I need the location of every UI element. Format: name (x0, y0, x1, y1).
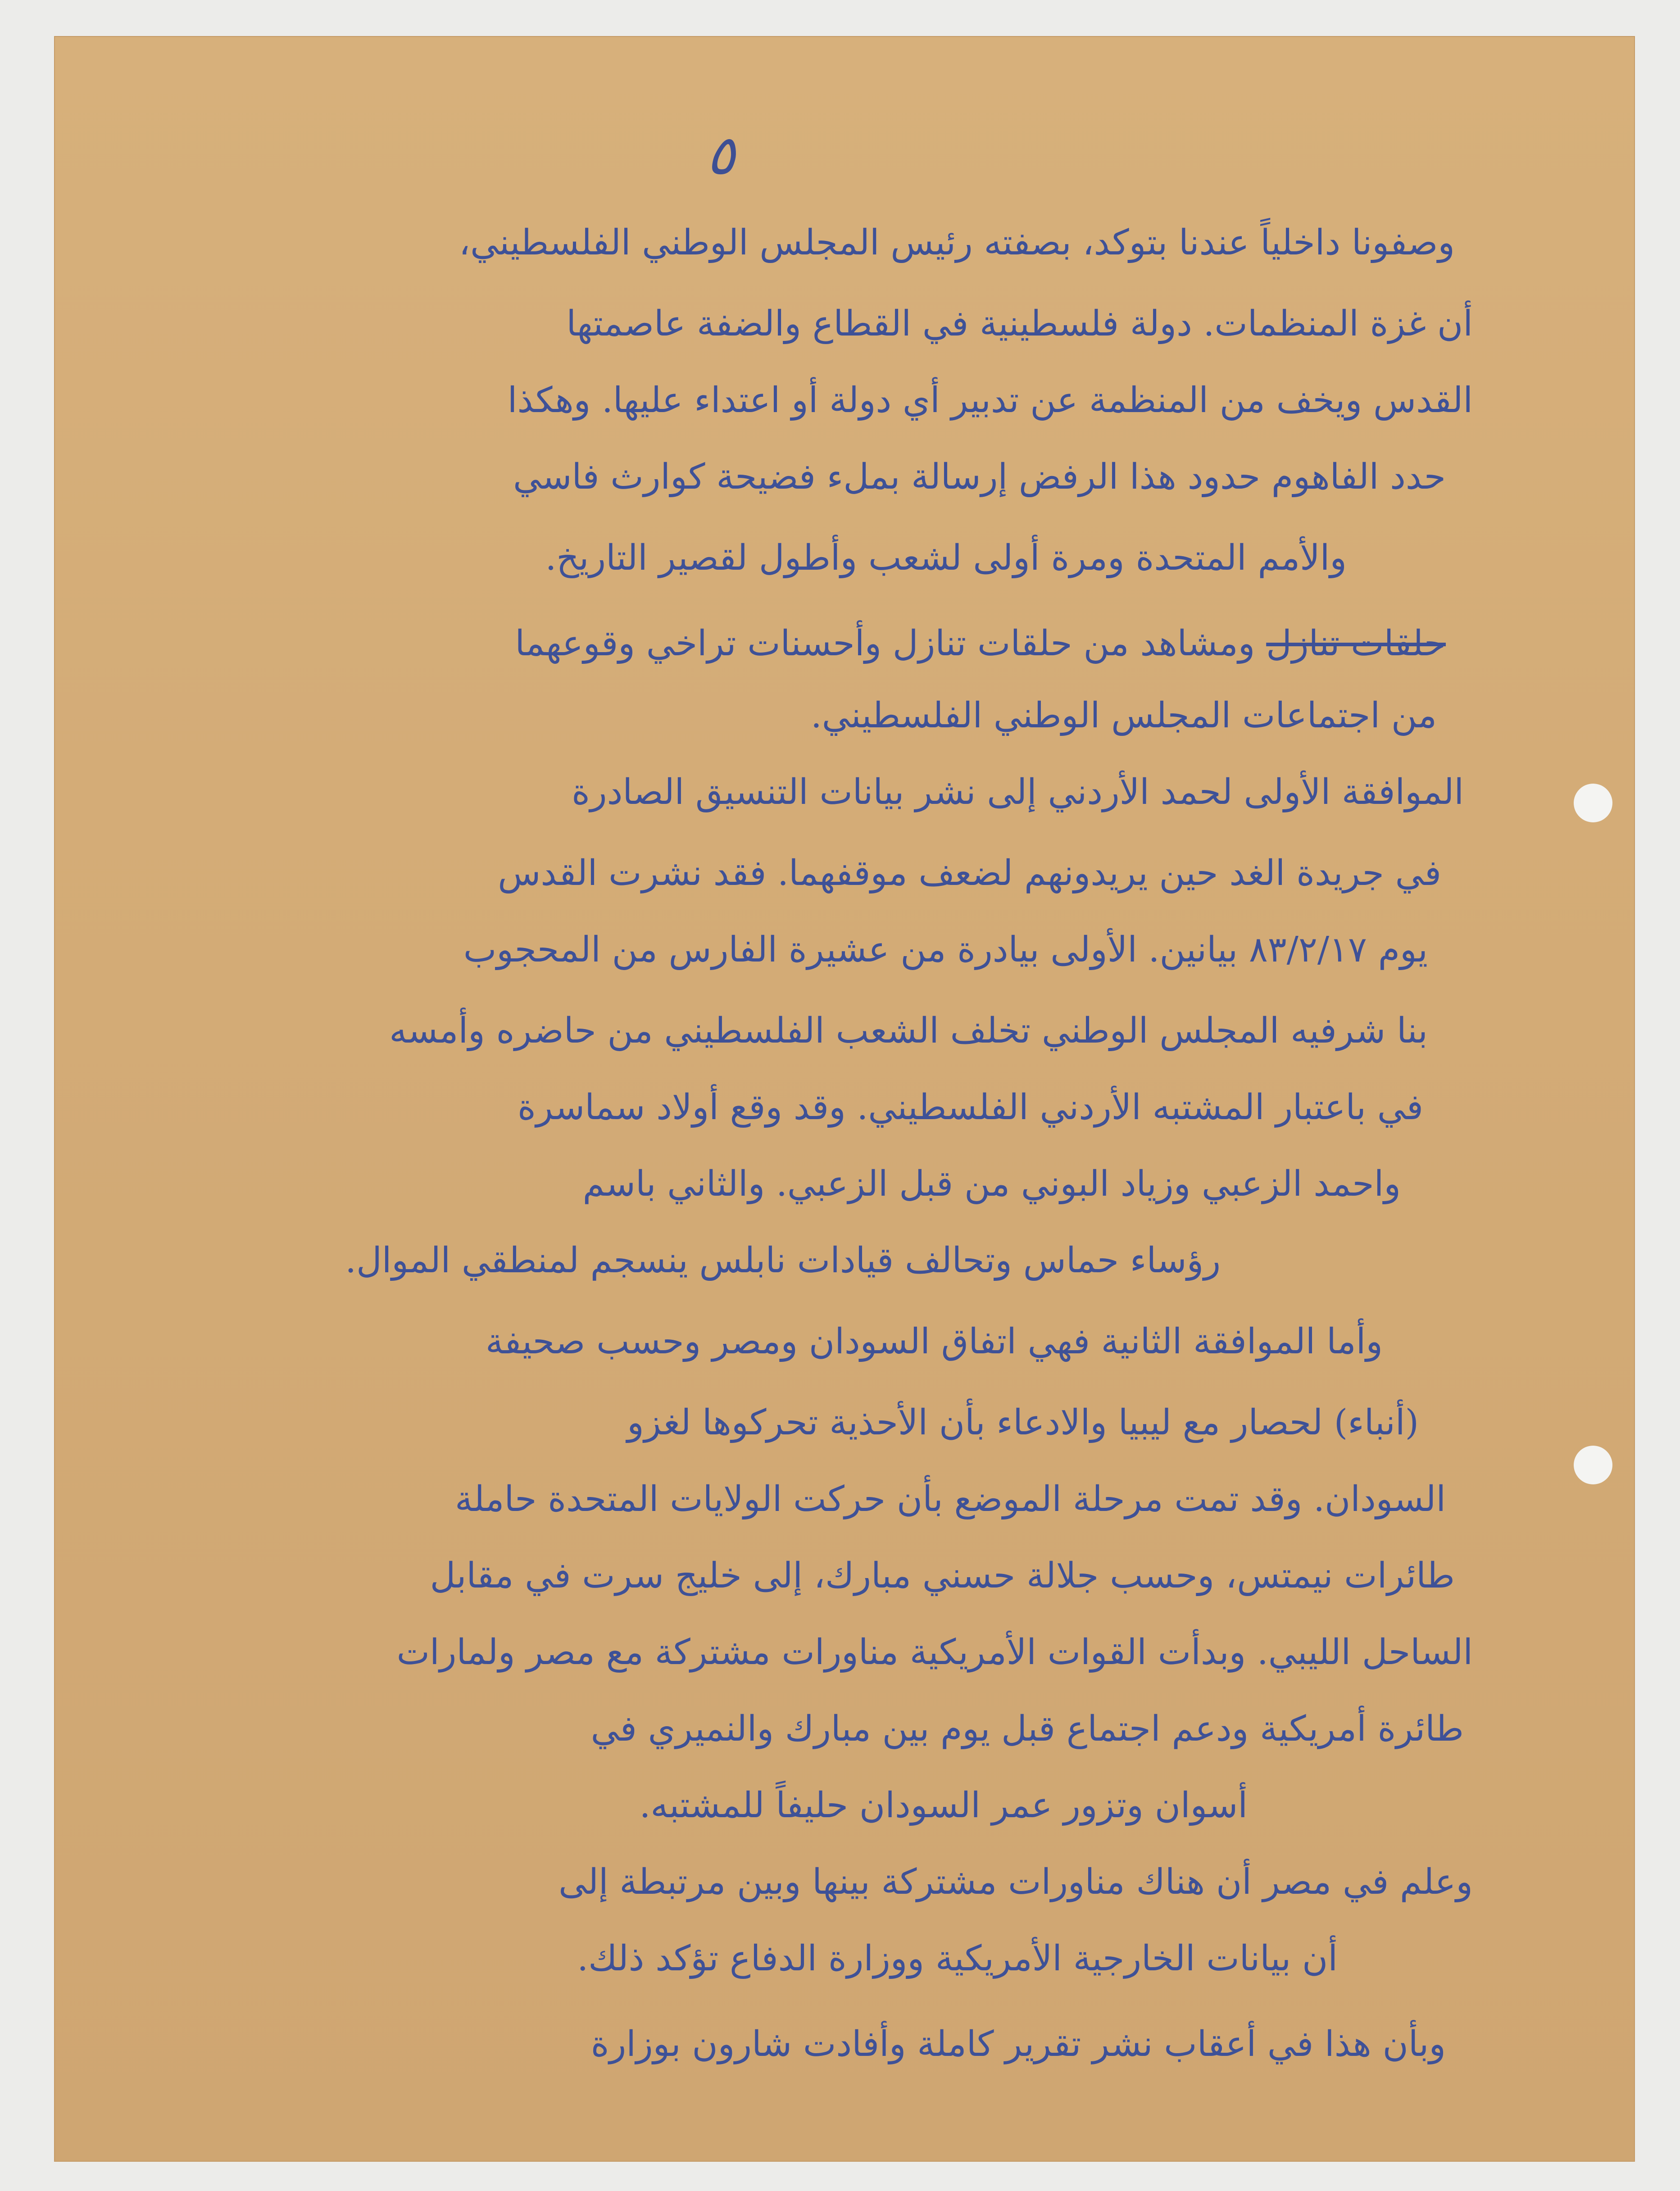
punch-hole-bottom (1574, 1446, 1612, 1484)
text-line-6 (515, 623, 1446, 664)
document-page (54, 36, 1635, 2162)
text-line-5: والأمم المتحدة ومرة أولى لشعب وأطول لقصير التاريخ. (545, 538, 1347, 578)
text-line-14: رؤساء حماس وتحالف قيادات نابلس ينسجم لمنطقي الموال. (345, 1240, 1221, 1281)
struck-through-text: حلقات تنازل (1266, 623, 1446, 664)
text-line-13: واحمد الزعبي وزياد البوني من قبل الزعبي. والثاني باسم (582, 1164, 1401, 1204)
text-line-23: أن بيانات الخارجية الأمريكية ووزارة الدفاع تؤكد ذلك. (577, 1938, 1338, 1979)
text-line-20: طائرة أمريكية ودعم اجتماع قبل يوم بين مبارك والنميري في (590, 1709, 1464, 1749)
text-line-7: من اجتماعات المجلس الوطني الفلسطيني. (810, 695, 1437, 736)
page-number: ٥ (706, 124, 736, 187)
text-line-24: وبأن هذا في أعقاب نشر تقرير كاملة وأفادت شارون بوزارة (590, 2024, 1446, 2064)
text-line-12: في باعتبار المشتبه الأردني الفلسطيني. وقد وقع أولاد سماسرة (517, 1087, 1423, 1128)
text-line-6-content: ومشاهد من حلقات تنازل وأحسنات تراخي وقوعهما (515, 623, 1255, 664)
text-line-10: يوم ٨٣/٢/١٧ بيانين. الأولى بيادرة من عشيرة الفارس من المحجوب (463, 930, 1428, 970)
text-line-4: حدد الفاهوم حدود هذا الرفض إرسالة بملء فضيحة كوارث فاسي (513, 457, 1446, 497)
text-line-22: وعلم في مصر أن هناك مناورات مشتركة بينها وبين مرتبطة إلى (558, 1862, 1473, 1902)
punch-hole-top (1574, 784, 1612, 822)
text-line-18: طائرات نيمتس، وحسب جلالة حسني مبارك، إلى خليج سرت في مقابل (430, 1556, 1455, 1596)
text-line-9: في جريدة الغد حين يريدونهم لضعف موقفهما. فقد نشرت القدس (498, 853, 1441, 894)
text-line-8: الموافقة الأولى لحمد الأردني إلى نشر بيانات التنسيق الصادرة (572, 772, 1464, 812)
text-line-2: أن غزة المنظمات. دولة فلسطينية في القطاع والضفة عاصمتها (566, 304, 1473, 344)
text-line-1: وصفونا داخلياً عندنا بتوكد، بصفته رئيس المجلس الوطني الفلسطيني، (459, 222, 1455, 263)
text-line-21: أسوان وتزور عمر السودان حليفاً للمشتبه. (639, 1785, 1248, 1826)
text-line-17: السودان. وقد تمت مرحلة الموضع بأن حركت الولايات المتحدة حاملة (455, 1479, 1446, 1520)
text-line-15: وأما الموافقة الثانية فهي اتفاق السودان ومصر وحسب صحيفة (485, 1321, 1383, 1362)
text-line-11: بنا شرفيه المجلس الوطني تخلف الشعب الفلسطيني من حاضره وأمسه (389, 1011, 1428, 1051)
text-line-3: القدس ويخف من المنظمة عن تدبير أي دولة أو اعتداء عليها. وهكذا (507, 380, 1473, 421)
text-line-16: (أنباء) لحصار مع ليبيا والادعاء بأن الأحذية تحركوها لغزو (627, 1402, 1419, 1443)
text-line-19: الساحل الليبي. وبدأت القوات الأمريكية مناورات مشتركة مع مصر ولمارات (396, 1632, 1473, 1673)
